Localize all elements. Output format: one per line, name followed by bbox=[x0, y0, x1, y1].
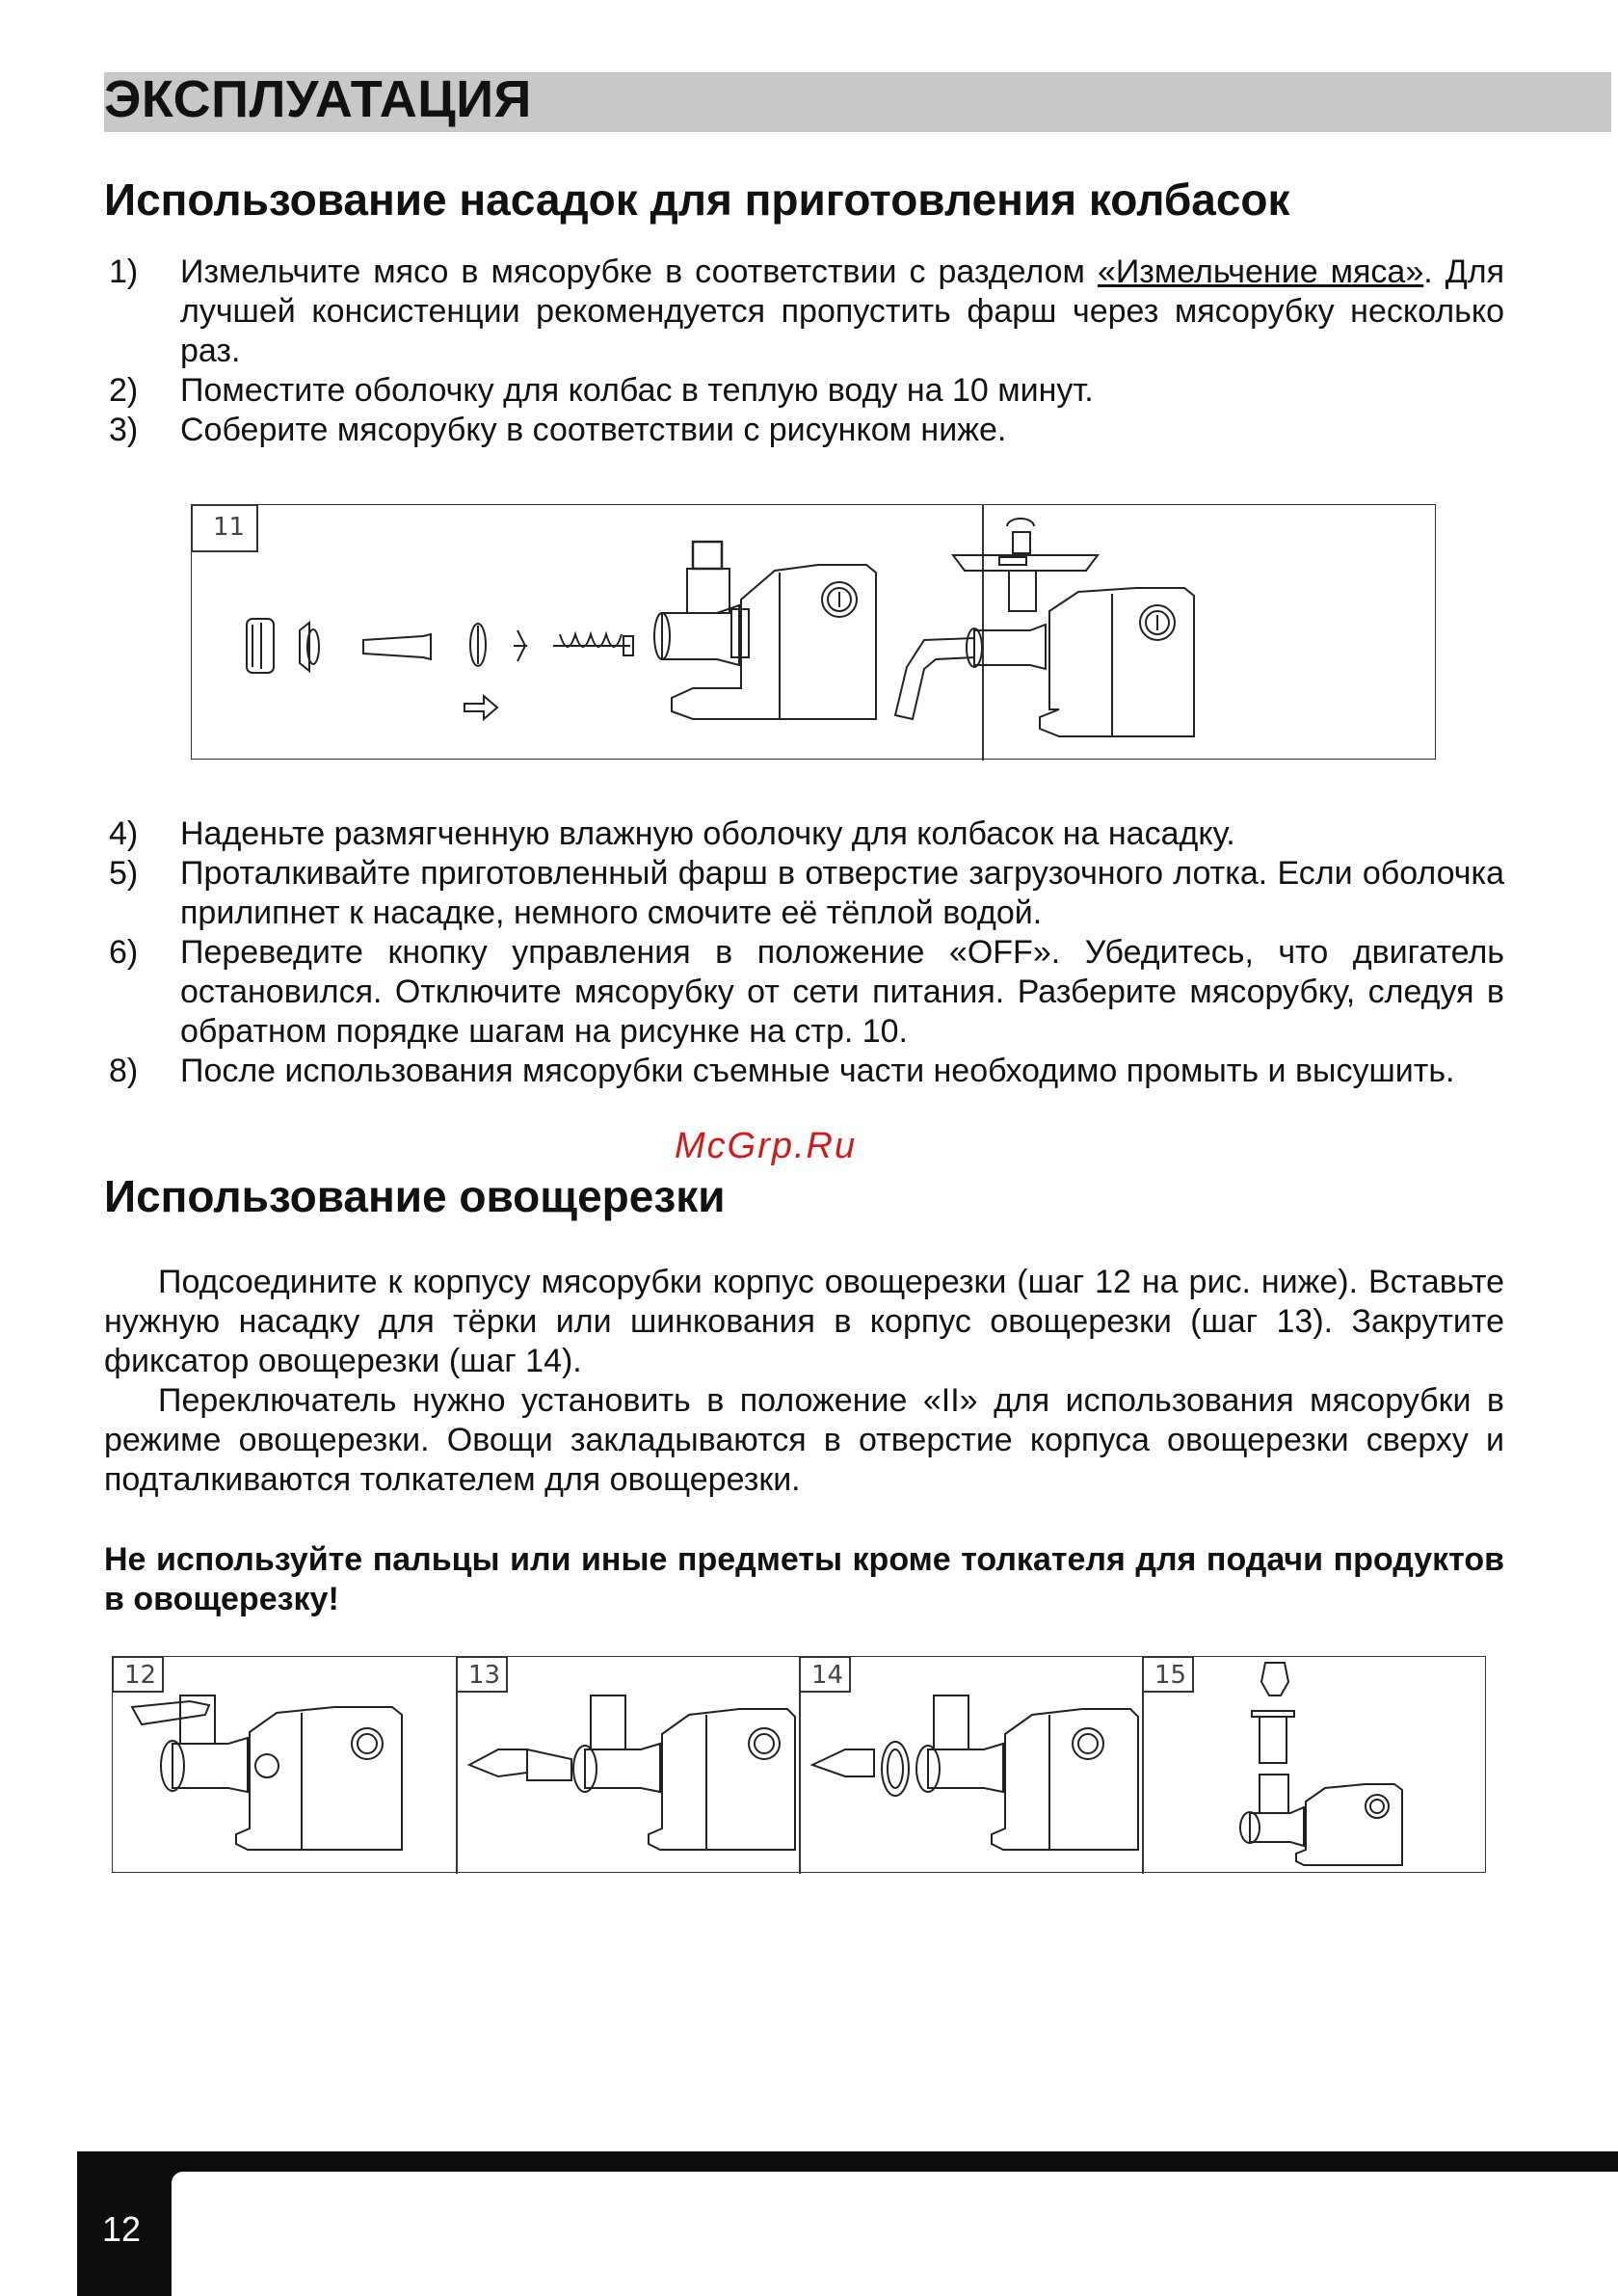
step-6-number: 6) bbox=[109, 934, 139, 971]
vegetable-paragraph-1: Подсоедините к корпусу мясорубки корпус овощерезки (шаг 12 на рис. ниже). Вставьте нужную насадку для тёрки или шинкования в корпус овощерезки (шаг 13). Закрутите фиксатор овощерезки (шаг 14). bbox=[104, 1264, 1504, 1379]
step-8-number: 8) bbox=[109, 1053, 139, 1089]
figure-12-label: 12 bbox=[124, 1661, 157, 1690]
step-15-drawing bbox=[1240, 1663, 1402, 1865]
page-number: 12 bbox=[102, 2209, 142, 2249]
sausage-funnel-part bbox=[300, 623, 319, 671]
figure-15-label: 15 bbox=[1154, 1661, 1187, 1690]
step-3-text: Соберите мясорубку в соответствии с рисунком ниже. bbox=[180, 412, 1007, 448]
cutting-plate-part bbox=[470, 624, 486, 666]
section-title: ЭКСПЛУАТАЦИЯ bbox=[104, 70, 532, 128]
sausage-tube-part bbox=[363, 634, 431, 659]
step-1-text: Измельчите мясо в мясорубке в соответствии с разделом «Измельчение мяса». Для лучшей консистенции рекомендуется пропустить фарш через мясорубку несколько раз. bbox=[180, 254, 1504, 369]
meat-grinder-body bbox=[654, 542, 876, 719]
step-1-number: 1) bbox=[109, 254, 139, 290]
step-14-drawing bbox=[812, 1695, 1138, 1850]
step-4-text: Наденьте размягченную влажную оболочку для колбасок на насадку. bbox=[180, 815, 1235, 852]
figure-14-label: 14 bbox=[811, 1661, 844, 1690]
step-13-drawing bbox=[469, 1695, 795, 1850]
vegetable-heading: Использование овощерезки bbox=[104, 1171, 726, 1221]
step-6-text: Переведите кнопку управления в положение «OFF». Убедитесь, что двигатель остановился. Отключите мясорубку от сети питания. Разберите мясорубку, следуя в обратном порядке шагам на рисунке на стр. 10. bbox=[180, 934, 1504, 1050]
auger-part bbox=[553, 634, 633, 655]
assembled-grinder bbox=[895, 519, 1194, 736]
meat-mincing-link[interactable]: «Измельчение мяса» bbox=[1097, 254, 1424, 290]
step-5-number: 5) bbox=[109, 855, 139, 892]
figures-12-15 bbox=[112, 1656, 1486, 1873]
blade-part bbox=[514, 630, 527, 661]
watermark: McGrp.Ru bbox=[675, 1126, 858, 1166]
step-4-number: 4) bbox=[109, 815, 139, 852]
footer-panel bbox=[172, 2172, 1618, 2296]
arrow-icon bbox=[464, 696, 497, 719]
step-3-number: 3) bbox=[109, 412, 139, 448]
step-8-text: После использования мясорубки съемные части необходимо промыть и высушить. bbox=[180, 1053, 1455, 1089]
step-5-text: Проталкивайте приготовленный фарш в отверстие загрузочного лотка. Если оболочка прилипнет к насадке, немного смочите её тёплой водой. bbox=[180, 855, 1504, 931]
ring-nut-part bbox=[247, 619, 274, 673]
figure-11-assembly bbox=[191, 504, 1436, 760]
figure-11-label: 11 bbox=[213, 513, 246, 542]
sausage-heading: Использование насадок для приготовления колбасок bbox=[104, 174, 1290, 225]
step-2-number: 2) bbox=[109, 372, 139, 409]
vegetable-warning: Не используйте пальцы или иные предметы кроме толкателя для подачи продуктов в овощерезку! bbox=[104, 1541, 1504, 1617]
figure-13-label: 13 bbox=[468, 1661, 501, 1690]
step-12-drawing bbox=[132, 1695, 402, 1850]
vegetable-paragraph-2: Переключатель нужно установить в положение «II» для использования мясорубки в режиме овощерезки. Овощи закладываются в отверстие корпуса овощерезки сверху и подталкиваются толкателем для овощерезки. bbox=[104, 1382, 1504, 1498]
step-2-text: Поместите оболочку для колбас в теплую воду на 10 минут. bbox=[180, 372, 1094, 409]
